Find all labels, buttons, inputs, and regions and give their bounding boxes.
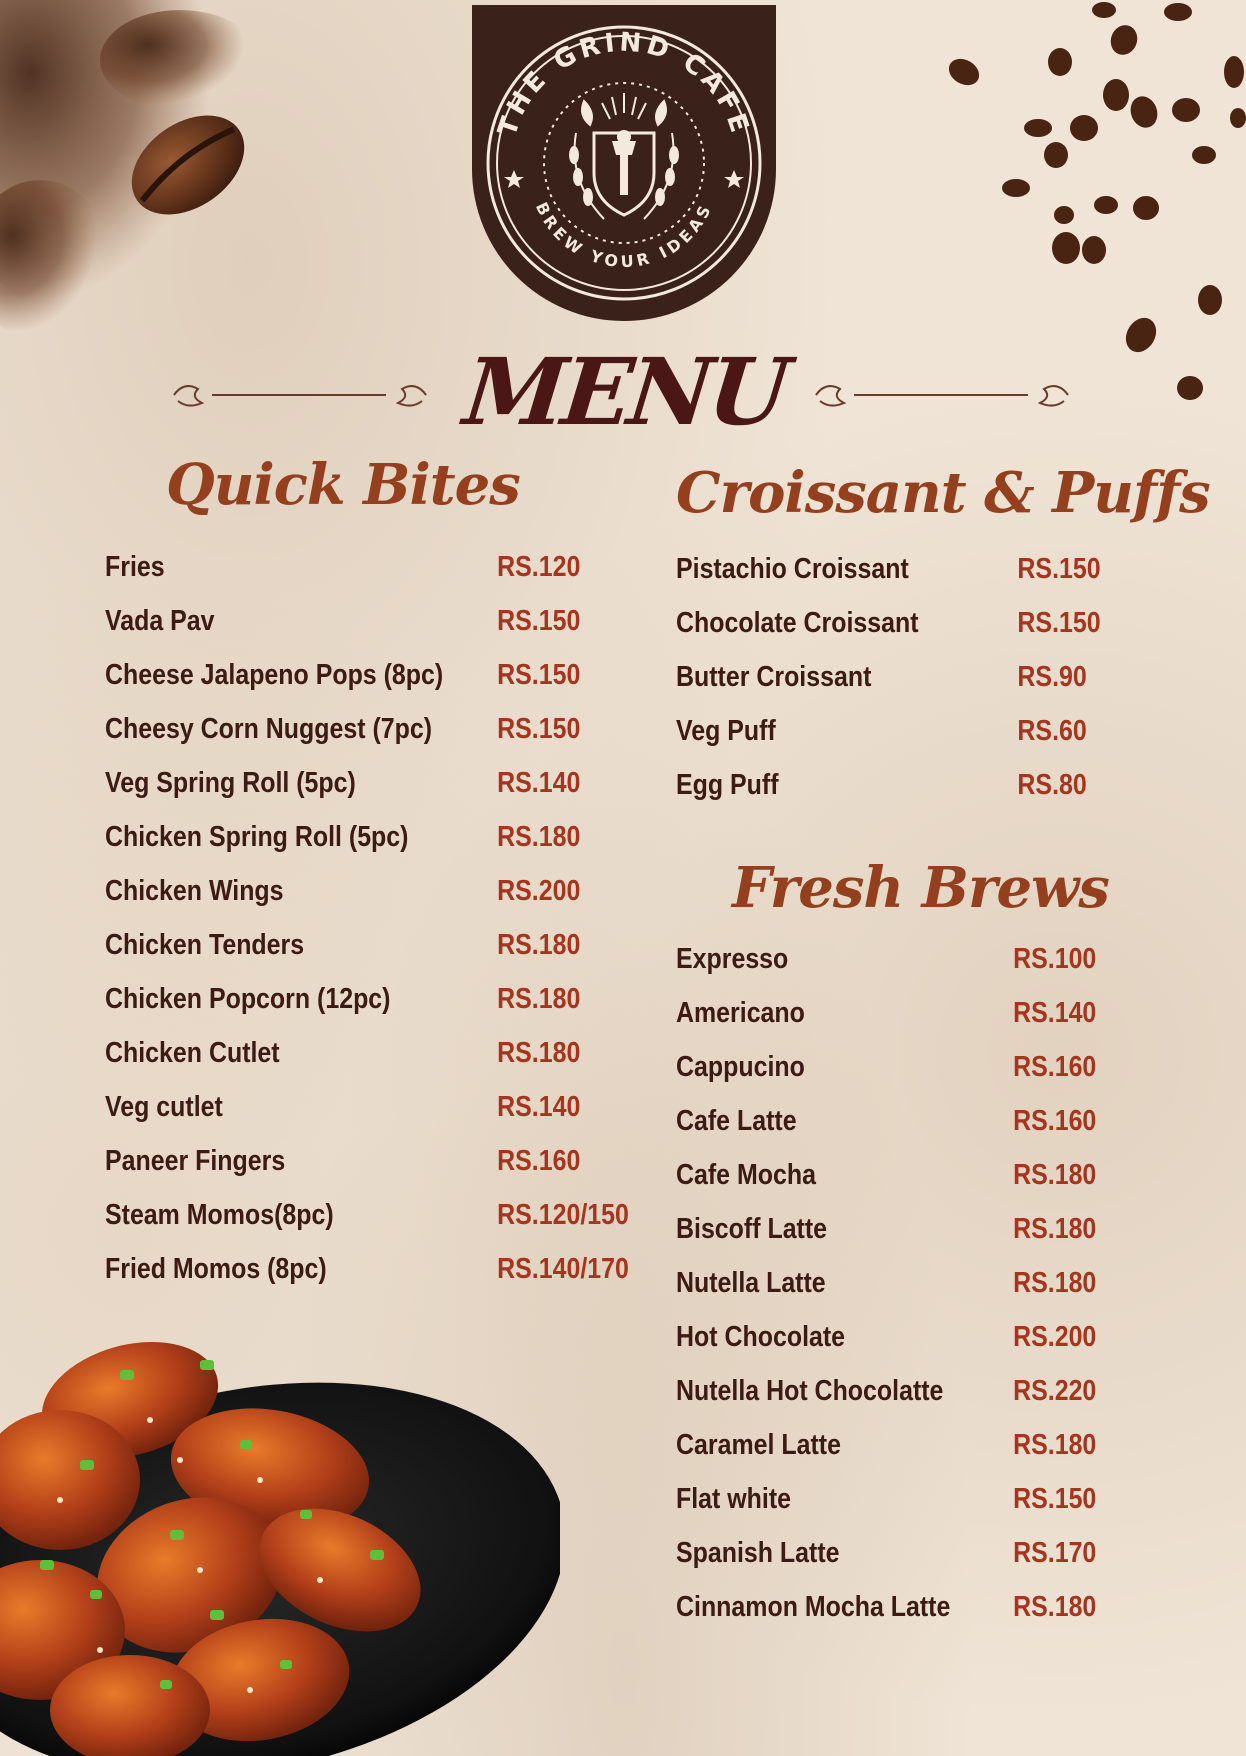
item-price: RS.220 [1013, 1375, 1097, 1407]
item-price: RS.180 [1013, 1213, 1097, 1245]
flourish-divider [812, 375, 1072, 413]
item-name: Spanish Latte [676, 1537, 840, 1569]
item-price: RS.180 [1013, 1267, 1097, 1299]
item-name: Biscoff Latte [676, 1213, 828, 1245]
item-name: Egg Puff [676, 769, 779, 801]
item-name: Cafe Mocha [676, 1159, 816, 1191]
item-price: RS.140 [497, 1091, 581, 1123]
item-name: Steam Momos(8pc) [105, 1199, 334, 1231]
item-name: Vada Pav [105, 605, 215, 637]
item-name: Expresso [676, 943, 789, 975]
item-name: Chicken Tenders [105, 929, 305, 961]
item-name: Hot Chocolate [676, 1321, 846, 1353]
item-price: RS.140 [497, 767, 581, 799]
item-price: RS.150 [1013, 1483, 1097, 1515]
coffee-grounds-decoration [0, 0, 300, 350]
item-price: RS.120/150 [497, 1199, 629, 1231]
item-price: RS.180 [1013, 1429, 1097, 1461]
item-name: Chicken Popcorn (12pc) [105, 983, 391, 1015]
item-price: RS.180 [1013, 1591, 1097, 1623]
item-name: Cheesy Corn Nuggest (7pc) [105, 713, 433, 745]
item-name: Caramel Latte [676, 1429, 841, 1461]
item-name: Cinnamon Mocha Latte [676, 1591, 951, 1623]
item-name: Cappucino [676, 1051, 805, 1083]
item-name: Chocolate Croissant [676, 607, 919, 639]
item-name: Fried Momos (8pc) [105, 1253, 327, 1285]
item-price: RS.150 [497, 605, 581, 637]
item-price: RS.200 [497, 875, 581, 907]
logo-badge [472, 5, 776, 321]
item-price: RS.170 [1013, 1537, 1097, 1569]
item-name: Veg Spring Roll (5pc) [105, 767, 356, 799]
item-price: RS.180 [1013, 1159, 1097, 1191]
item-name: Butter Croissant [676, 661, 872, 693]
item-price: RS.60 [1017, 715, 1087, 747]
item-price: RS.140/170 [497, 1253, 629, 1285]
item-price: RS.140 [1013, 997, 1097, 1029]
item-price: RS.120 [497, 551, 581, 583]
item-name: Chicken Spring Roll (5pc) [105, 821, 409, 853]
item-name: Flat white [676, 1483, 792, 1515]
item-price: RS.180 [497, 983, 581, 1015]
item-name: Nutella Latte [676, 1267, 826, 1299]
item-name: Cafe Latte [676, 1105, 797, 1137]
item-price: RS.160 [1013, 1051, 1097, 1083]
menu-title: MENU [459, 338, 791, 446]
item-name: Chicken Wings [105, 875, 284, 907]
item-name: Americano [676, 997, 805, 1029]
item-name: Veg cutlet [105, 1091, 223, 1123]
section-title-fresh-brews: Fresh Brews [732, 855, 1109, 921]
item-price: RS.150 [497, 713, 581, 745]
item-name: Paneer Fingers [105, 1145, 286, 1177]
item-price: RS.90 [1017, 661, 1087, 693]
torch-crest-icon [594, 93, 654, 215]
item-name: Pistachio Croissant [676, 553, 909, 585]
item-name: Nutella Hot Chocolatte [676, 1375, 944, 1407]
section-title-croissant-puffs: Croissant & Puffs [676, 460, 1210, 526]
item-name: Fries [105, 551, 165, 583]
item-price: RS.180 [497, 929, 581, 961]
item-price: RS.160 [497, 1145, 581, 1177]
item-price: RS.150 [1017, 607, 1101, 639]
item-name: Veg Puff [676, 715, 776, 747]
item-price: RS.150 [497, 659, 581, 691]
cafe-logo [472, 5, 776, 321]
logo-name: THE GRIND CAFE [492, 27, 756, 140]
item-name: Chicken Cutlet [105, 1037, 280, 1069]
item-name: Cheese Jalapeno Pops (8pc) [105, 659, 444, 691]
flourish-divider [170, 375, 430, 413]
item-price: RS.80 [1017, 769, 1087, 801]
logo-tagline: BREW YOUR IDEAS [531, 199, 717, 272]
item-price: RS.150 [1017, 553, 1101, 585]
item-price: RS.200 [1013, 1321, 1097, 1353]
section-title-quick-bites: Quick Bites [166, 452, 520, 518]
item-price: RS.180 [497, 821, 581, 853]
chicken-wings-photo [0, 1330, 560, 1756]
item-price: RS.180 [497, 1037, 581, 1069]
coffee-beans-decoration [946, 0, 1246, 420]
item-price: RS.160 [1013, 1105, 1097, 1137]
item-price: RS.100 [1013, 943, 1097, 975]
